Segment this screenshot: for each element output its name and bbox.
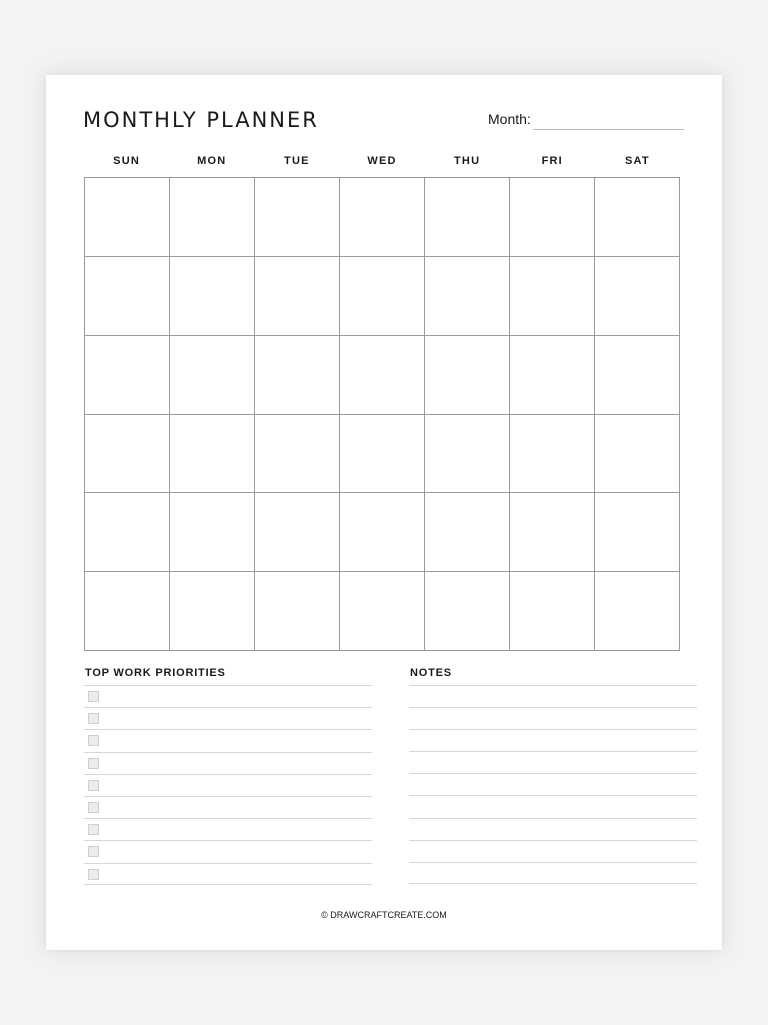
- calendar-cell[interactable]: [170, 415, 255, 494]
- month-label: Month:: [488, 111, 531, 127]
- checkbox-icon[interactable]: [88, 802, 99, 813]
- calendar-cell[interactable]: [340, 336, 425, 415]
- priority-line[interactable]: [84, 752, 372, 774]
- calendar-cell[interactable]: [510, 178, 595, 257]
- calendar-cell[interactable]: [595, 178, 680, 257]
- priority-line[interactable]: [84, 796, 372, 818]
- weekday-tue: TUE: [284, 155, 310, 167]
- calendar-cell[interactable]: [510, 257, 595, 336]
- note-line[interactable]: [409, 795, 697, 817]
- calendar-cell[interactable]: [425, 336, 510, 415]
- priority-line[interactable]: [84, 840, 372, 862]
- checkbox-icon[interactable]: [88, 758, 99, 769]
- weekday-header: [84, 155, 680, 167]
- calendar-cell[interactable]: [85, 178, 170, 257]
- note-line[interactable]: [409, 773, 697, 795]
- calendar-cell[interactable]: [85, 336, 170, 415]
- note-line[interactable]: [409, 862, 697, 884]
- weekday-wed: WED: [367, 155, 397, 167]
- weekday-fri: FRI: [541, 155, 563, 167]
- calendar-cell[interactable]: [595, 336, 680, 415]
- note-line[interactable]: [409, 685, 697, 707]
- note-line[interactable]: [409, 729, 697, 751]
- calendar-cell[interactable]: [595, 415, 680, 494]
- calendar-cell[interactable]: [425, 572, 510, 651]
- notes-title: NOTES: [410, 667, 452, 679]
- calendar-cell[interactable]: [340, 493, 425, 572]
- calendar-cell[interactable]: [510, 493, 595, 572]
- calendar-cell[interactable]: [425, 493, 510, 572]
- calendar-cell[interactable]: [170, 572, 255, 651]
- calendar-cell[interactable]: [510, 336, 595, 415]
- note-line[interactable]: [409, 751, 697, 773]
- priorities-list: [84, 685, 372, 885]
- calendar-cell[interactable]: [340, 178, 425, 257]
- priority-line[interactable]: [84, 685, 372, 707]
- calendar-cell[interactable]: [255, 336, 340, 415]
- checkbox-icon[interactable]: [88, 691, 99, 702]
- calendar-cell[interactable]: [170, 257, 255, 336]
- calendar-cell[interactable]: [255, 415, 340, 494]
- calendar-cell[interactable]: [425, 178, 510, 257]
- note-line[interactable]: [409, 818, 697, 840]
- weekday-sat: SAT: [625, 155, 650, 167]
- priority-line[interactable]: [84, 707, 372, 729]
- calendar-cell[interactable]: [340, 572, 425, 651]
- calendar-cell[interactable]: [170, 493, 255, 572]
- priority-line[interactable]: [84, 729, 372, 751]
- calendar-cell[interactable]: [255, 178, 340, 257]
- calendar-cell[interactable]: [85, 572, 170, 651]
- priorities-title: TOP WORK PRIORITIES: [85, 667, 226, 679]
- notes-list: [409, 685, 697, 884]
- weekday-sun: SUN: [113, 155, 140, 167]
- page-title: MONTHLY PLANNER: [83, 108, 319, 132]
- calendar-cell[interactable]: [340, 415, 425, 494]
- calendar-cell[interactable]: [510, 572, 595, 651]
- calendar-cell[interactable]: [85, 415, 170, 494]
- planner-page: [46, 75, 722, 950]
- calendar-cell[interactable]: [595, 493, 680, 572]
- note-line[interactable]: [409, 707, 697, 729]
- month-write-line[interactable]: [533, 129, 684, 130]
- calendar-cell[interactable]: [85, 257, 170, 336]
- checkbox-icon[interactable]: [88, 735, 99, 746]
- calendar-cell[interactable]: [170, 178, 255, 257]
- checkbox-icon[interactable]: [88, 780, 99, 791]
- calendar-cell[interactable]: [255, 493, 340, 572]
- calendar-cell[interactable]: [425, 257, 510, 336]
- weekday-mon: MON: [197, 155, 227, 167]
- calendar-cell[interactable]: [340, 257, 425, 336]
- calendar-cell[interactable]: [595, 572, 680, 651]
- checkbox-icon[interactable]: [88, 824, 99, 835]
- checkbox-icon[interactable]: [88, 713, 99, 724]
- calendar-cell[interactable]: [255, 572, 340, 651]
- copyright-footer: © DRAWCRAFTCREATE.COM: [321, 910, 447, 920]
- weekday-thu: THU: [454, 155, 481, 167]
- priority-line[interactable]: [84, 774, 372, 796]
- note-line[interactable]: [409, 840, 697, 862]
- calendar-cell[interactable]: [85, 493, 170, 572]
- calendar-cell[interactable]: [255, 257, 340, 336]
- calendar-cell[interactable]: [595, 257, 680, 336]
- checkbox-icon[interactable]: [88, 869, 99, 880]
- month-field[interactable]: [488, 111, 684, 133]
- priority-line[interactable]: [84, 818, 372, 840]
- calendar-cell[interactable]: [170, 336, 255, 415]
- calendar-cell[interactable]: [510, 415, 595, 494]
- priority-line[interactable]: [84, 863, 372, 885]
- calendar-cell[interactable]: [425, 415, 510, 494]
- checkbox-icon[interactable]: [88, 846, 99, 857]
- calendar-grid: [84, 177, 680, 651]
